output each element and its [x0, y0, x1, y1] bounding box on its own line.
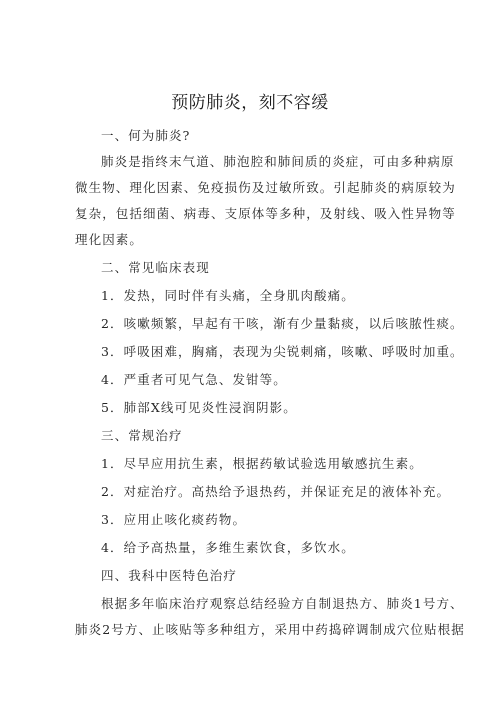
section2-list-item: 2．咳嗽频繁，早起有干咳，渐有少量黏痰，以后咳脓性痰。: [101, 316, 464, 331]
section1-para-line: 理化因素。: [75, 232, 144, 247]
section1-para-line: 微生物、理化因素、免疫损伤及过敏所致。引起肺炎的病原较为: [75, 180, 456, 195]
section3-list-item: 2．对症治疗。高热给予退热药，并保证充足的液体补充。: [101, 484, 451, 499]
section2-list-item: 5．肺部X线可见炎性浸润阴影。: [101, 400, 297, 415]
section2-list-item: 3．呼吸困难，胸痛，表现为尖锐刺痛，咳嗽、呼吸时加重。: [101, 344, 464, 359]
section4-para-line: 肺炎2号方、止咳贴等多种组方，采用中药捣碎调制成穴位贴根据: [75, 622, 465, 637]
section3-list-item: 3．应用止咳化痰药物。: [101, 512, 247, 527]
section2-heading: 二、常见临床表现: [101, 260, 210, 275]
section1-para-line: 复杂，包括细菌、病毒、支原体等多种，及射线、吸入性异物等: [75, 206, 456, 221]
section2-list-item: 4．严重者可见气急、发钳等。: [101, 372, 287, 387]
section2-list-item: 1．发热，同时伴有头痛，全身肌肉酸痛。: [101, 288, 355, 303]
section3-heading: 三、常规治疗: [101, 428, 183, 443]
document-title: 预防肺炎，刻不容缓: [171, 93, 329, 113]
section1-heading: 一、何为肺炎?: [101, 128, 191, 143]
section1-para-line: 肺炎是指终末气道、肺泡腔和肺间质的炎症，可由多种病原: [101, 154, 455, 169]
section4-para-line: 根据多年临床治疗观察总结经验方自制退热方、肺炎1号方、: [101, 596, 464, 611]
section4-heading: 四、我科中医特色治疗: [101, 568, 238, 583]
section3-list-item: 4．给予高热量，多维生素饮食，多饮水。: [101, 540, 355, 555]
section3-list-item: 1．尽早应用抗生素，根据药敏试验选用敏感抗生素。: [101, 456, 423, 471]
